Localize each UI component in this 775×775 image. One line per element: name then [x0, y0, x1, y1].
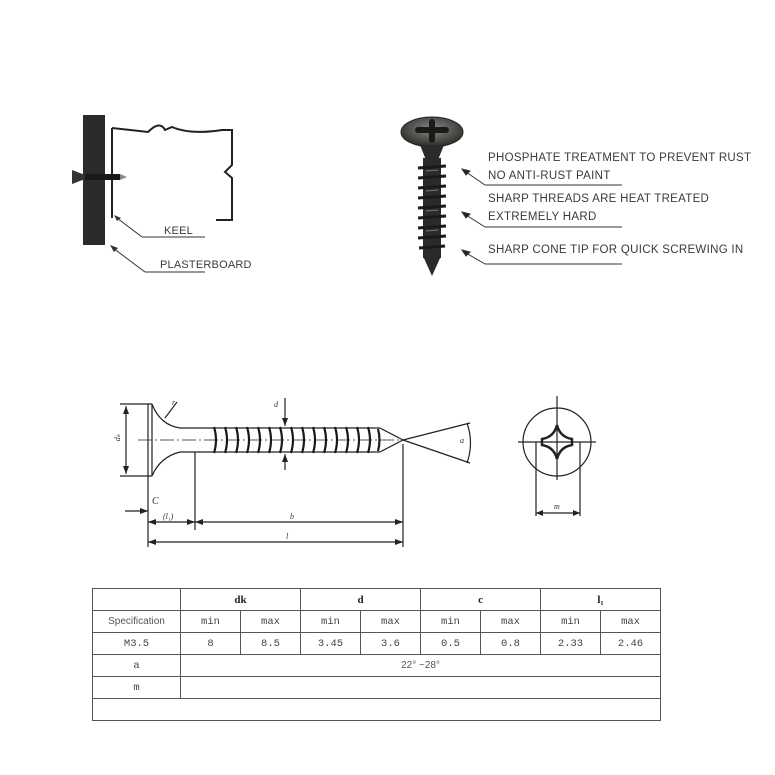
empty-footer-cell [93, 699, 661, 721]
subheader-cell: max [361, 611, 421, 633]
table-row [93, 677, 661, 699]
plasterboard-label: PLASTERBOARD [160, 259, 252, 271]
subheader-cell: min [181, 611, 241, 633]
header-dk: dk [181, 589, 301, 611]
value-cell: 3.6 [361, 633, 421, 655]
header-l1: l₁ [541, 589, 661, 611]
row-label-a: a [93, 655, 181, 677]
subheader-cell: min [541, 611, 601, 633]
dim-label-b: b [290, 512, 294, 521]
dim-label-m: m [554, 502, 560, 511]
angle-value-cell: 22° ~28° [181, 655, 661, 677]
subheader-cell: min [301, 611, 361, 633]
callout-rust-line1: PHOSPHATE TREATMENT TO PREVENT RUST [488, 152, 752, 164]
value-cell: 8 [181, 633, 241, 655]
callout-threads-line2: EXTREMELY HARD [488, 211, 597, 223]
callout-rust-line2: NO ANTI-RUST PAINT [488, 170, 611, 182]
specification-label: Specification [93, 611, 181, 633]
subheader-cell: max [241, 611, 301, 633]
header-d: d [301, 589, 421, 611]
m-value-cell [181, 677, 661, 699]
value-cell: 2.46 [601, 633, 661, 655]
dim-label-r: r [172, 398, 176, 407]
value-cell: 3.45 [301, 633, 361, 655]
subheader-cell: min [421, 611, 481, 633]
dim-label-l: l [286, 532, 289, 541]
value-cell: 0.5 [421, 633, 481, 655]
value-cell: 8.5 [241, 633, 301, 655]
dim-label-c: C [152, 496, 159, 507]
table-header-group-row [93, 589, 661, 611]
keel-label: KEEL [164, 225, 193, 237]
subheader-cell: max [601, 611, 661, 633]
header-c: c [421, 589, 541, 611]
callout-threads-line1: SHARP THREADS ARE HEAT TREATED [488, 193, 710, 205]
row-label-m: m [93, 677, 181, 699]
value-cell: 2.33 [541, 633, 601, 655]
subheader-cell: max [481, 611, 541, 633]
table-row [93, 633, 661, 655]
dim-label-d: d [274, 400, 278, 409]
row-label-m35: M3.5 [93, 633, 181, 655]
dim-label-l1: (l₁) [163, 512, 174, 521]
value-cell: 0.8 [481, 633, 541, 655]
table-subheader-row [93, 611, 661, 633]
dim-label-a: a [460, 436, 464, 445]
table-corner-cell [93, 589, 181, 611]
table-row [93, 655, 661, 677]
spec-table [92, 588, 661, 721]
callout-tip: SHARP CONE TIP FOR QUICK SCREWING IN [488, 244, 744, 256]
dim-label-dk: dₖ [113, 433, 123, 442]
table-row [93, 699, 661, 721]
